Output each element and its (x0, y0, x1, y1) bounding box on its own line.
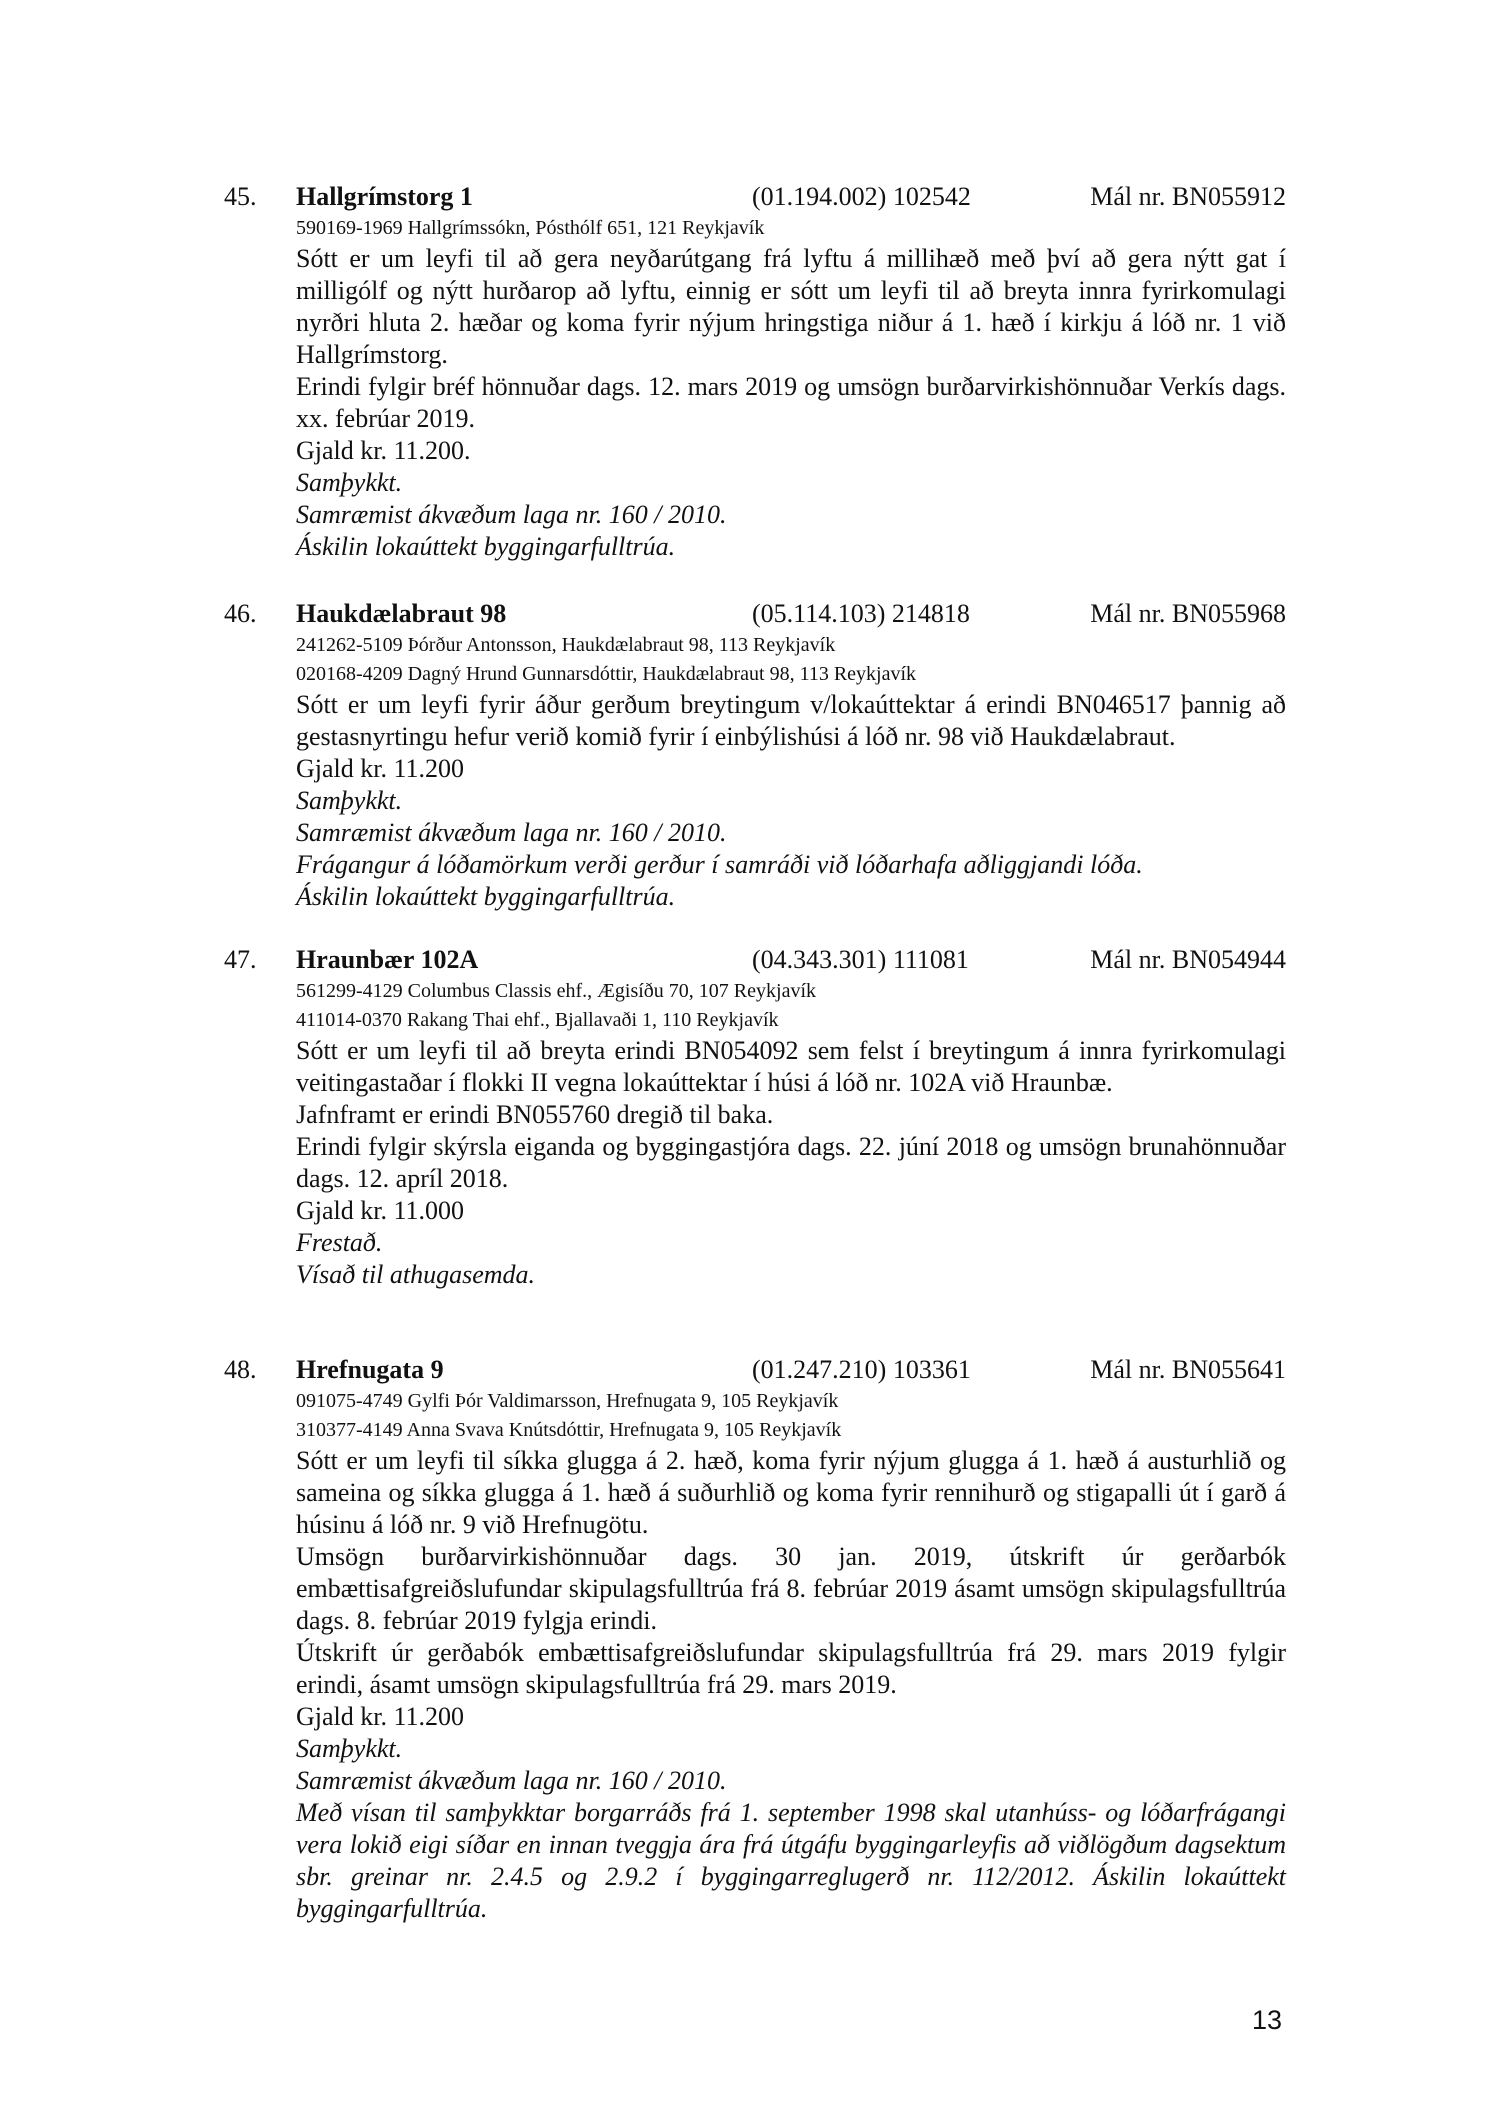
attachments-note: Umsögn burðarvirkishönnuðar dags. 30 jan. 2019, útskrift úr gerðarbók embættisafgreiðslufundar skipulagsfulltrúa frá 8. febrúar 2019 ásamt umsögn skipulagsfulltrúa dags. 8. febrúar 2019 fylgja erindi. (296, 1542, 1286, 1635)
land-number: (05.114.103) 214818 (752, 599, 970, 628)
address: Hallgrímstorg 1 (296, 182, 473, 211)
decision: Áskilin lokaúttekt byggingarfulltrúa. (296, 532, 676, 561)
decision: Frágangur á lóðamörkum verði gerður í samráði við lóðarhafa aðliggjandi lóða. (296, 850, 1143, 879)
land-number: (04.343.301) 111081 (752, 945, 969, 974)
decision: Samþykkt. (296, 468, 403, 497)
applicant: 091075-4749 Gylfi Þór Valdimarsson, Hrefnugata 9, 105 Reykjavík (296, 1390, 839, 1412)
applicant: 411014-0370 Rakang Thai ehf., Bjallavaði 1, 110 Reykjavík (296, 1009, 779, 1031)
case-header (224, 597, 1286, 631)
applicant: 020168-4209 Dagný Hrund Gunnarsdóttir, Haukdælabraut 98, 113 Reykjavík (296, 663, 917, 685)
decision: Samræmist ákvæðum laga nr. 160 / 2010. (296, 818, 727, 847)
decision: Samþykkt. (296, 786, 403, 815)
decision: Samræmist ákvæðum laga nr. 160 / 2010. (296, 1766, 727, 1795)
fee: Gjald kr. 11.200 (296, 1702, 465, 1731)
decision: Samþykkt. (296, 1734, 403, 1763)
case-body (296, 631, 1286, 913)
item-number: 45. (224, 182, 257, 211)
attachments-note: Erindi fylgir skýrsla eiganda og byggingastjóra dags. 22. júní 2018 og umsögn brunahönnuðar dags. 12. apríl 2018. (296, 1132, 1286, 1193)
case-number: Mál nr. BN054944 (1090, 945, 1286, 974)
applicant: 310377-4149 Anna Svava Knútsdóttir, Hrefnugata 9, 105 Reykjavík (296, 1419, 842, 1441)
applicant: 590169-1969 Hallgrímssókn, Pósthólf 651, 121 Reykjavík (296, 217, 765, 239)
case-header (224, 943, 1286, 977)
attachments-note: Útskrift úr gerðabók embættisafgreiðslufundar skipulagsfulltrúa frá 29. mars 2019 fylgir erindi, ásamt umsögn skipulagsfulltrúa frá 29. mars 2019. (296, 1638, 1286, 1699)
decision: Áskilin lokaúttekt byggingarfulltrúa. (296, 882, 676, 911)
description: Sótt er um leyfi til að gera neyðarútgang frá lyftu á millihæð með því að gera nýtt gat í milligólf og nýtt hurðarop að lyftu, einnig er sótt um leyfi til að breyta innra fyrirkomulagi nyrðri hluta 2. hæðar og koma fyrir nýjum hringstiga niður á 1. hæð í kirkju á lóð nr. 1 við Hallgrímstorg. (296, 244, 1286, 369)
withdrawal-note: Jafnframt er erindi BN055760 dregið til baka. (296, 1100, 774, 1129)
case-number: Mál nr. BN055912 (1090, 182, 1286, 211)
case-number: Mál nr. BN055968 (1090, 599, 1286, 628)
case-body (296, 1387, 1286, 1925)
decision: Vísað til athugasemda. (296, 1260, 536, 1289)
land-number: (01.247.210) 103361 (752, 1355, 971, 1384)
case-header (224, 180, 1286, 214)
decision: Frestað. (296, 1228, 383, 1257)
description: Sótt er um leyfi til síkka glugga á 2. hæð, koma fyrir nýjum glugga á 1. hæð á austurhlið og sameina og síkka glugga á 1. hæð á suðurhlið og koma fyrir rennihurð og stigapalli út í garð á húsinu á lóð nr. 9 við Hrefnugötu. (296, 1446, 1286, 1539)
applicant: 561299-4129 Columbus Classis ehf., Ægisíðu 70, 107 Reykjavík (296, 980, 816, 1002)
address: Hraunbær 102A (296, 945, 479, 974)
decision: Samræmist ákvæðum laga nr. 160 / 2010. (296, 500, 727, 529)
case-item-46 (224, 597, 1286, 913)
address: Haukdælabraut 98 (296, 599, 507, 628)
case-body (296, 977, 1286, 1291)
case-number: Mál nr. BN055641 (1090, 1355, 1286, 1384)
item-number: 46. (224, 599, 257, 628)
description: Sótt er um leyfi fyrir áður gerðum breytingum v/lokaúttektar á erindi BN046517 þannig að gestasnyrtingu hefur verið komið fyrir í einbýlishúsi á lóð nr. 98 við Haukdælabraut. (296, 690, 1286, 751)
case-item-47 (224, 943, 1286, 1291)
case-header (224, 1353, 1286, 1387)
case-item-45 (224, 180, 1286, 563)
case-item-48 (224, 1353, 1286, 1925)
attachments-note: Erindi fylgir bréf hönnuðar dags. 12. mars 2019 og umsögn burðarvirkishönnuðar Verkís dags. xx. febrúar 2019. (296, 372, 1286, 433)
fee: Gjald kr. 11.000 (296, 1196, 465, 1225)
fee: Gjald kr. 11.200. (296, 436, 471, 465)
description: Sótt er um leyfi til að breyta erindi BN054092 sem felst í breytingum á innra fyrirkomulagi veitingastaðar í flokki II vegna lokaúttektar í húsi á lóð nr. 102A við Hraunbæ. (296, 1036, 1286, 1097)
case-body (296, 214, 1286, 563)
fee: Gjald kr. 11.200 (296, 754, 465, 783)
address: Hrefnugata 9 (296, 1355, 444, 1384)
item-number: 47. (224, 945, 257, 974)
decision: Með vísan til samþykktar borgarráðs frá 1. september 1998 skal utanhúss- og lóðarfrágangi vera lokið eigi síðar en innan tveggja ára frá útgáfu byggingarleyfis að viðlögðum dagsektum sbr. greinar nr. 2.4.5 og 2.9.2 í byggingarreglugerð nr. 112/2012. Áskilin lokaúttekt byggingarfulltrúa. (296, 1798, 1286, 1923)
land-number: (01.194.002) 102542 (752, 182, 971, 211)
applicant: 241262-5109 Þórður Antonsson, Haukdælabraut 98, 113 Reykjavík (296, 634, 836, 656)
page-number: 13 (1251, 2005, 1282, 2035)
item-number: 48. (224, 1355, 257, 1384)
